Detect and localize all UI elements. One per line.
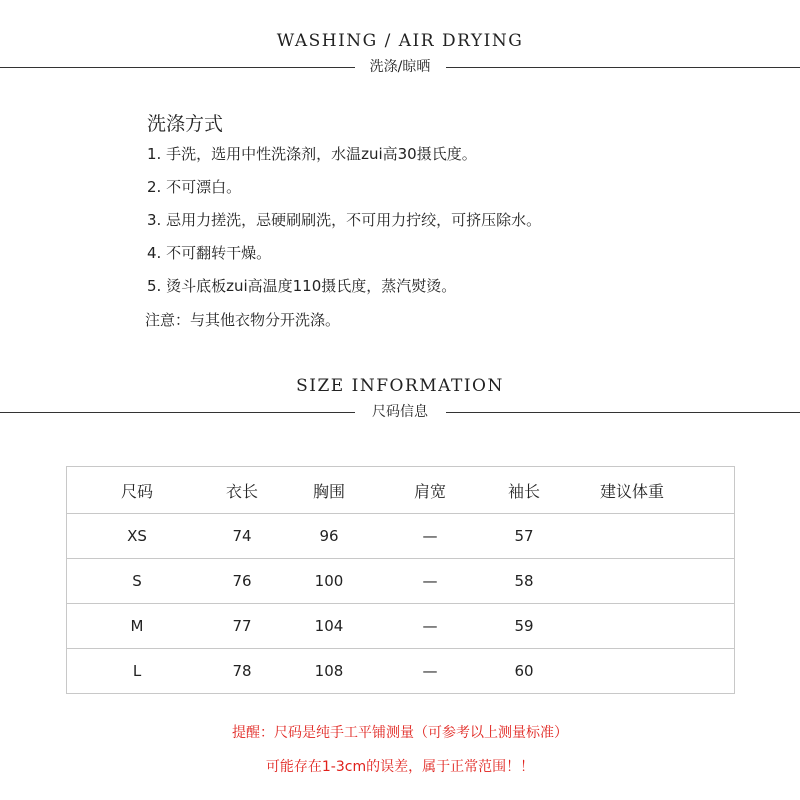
cell-weight — [577, 604, 687, 649]
measurement-reminder: 提醒：尺码是纯手工平铺测量（可参考以上测量标准） — [232, 725, 568, 741]
table-row — [67, 604, 734, 649]
column-header-length: 衣长 — [225, 482, 258, 501]
washing-item: 5. 烫斗底板zui高温度110摄氏度，蒸汽熨烫。 — [147, 277, 457, 295]
column-header-shoulder: 肩宽 — [413, 482, 446, 501]
column-header-weight: 建议体重 — [599, 482, 664, 501]
size-title-en: SIZE INFORMATION — [296, 376, 504, 396]
cell-chest: 104 — [314, 617, 344, 635]
cell-size: S — [132, 572, 142, 590]
size-header-rule — [0, 404, 800, 420]
column-header-chest: 胸围 — [312, 482, 345, 501]
size-section-header — [0, 376, 800, 420]
table-row — [67, 514, 734, 559]
cell-chest: 100 — [314, 572, 344, 590]
table-row — [67, 559, 734, 604]
table-row — [67, 649, 734, 694]
cell-sleeve: 59 — [514, 617, 534, 635]
cell-chest: 108 — [314, 662, 344, 680]
cell-sleeve: 60 — [514, 662, 534, 680]
cell-weight — [577, 559, 687, 604]
cell-weight — [577, 649, 687, 694]
cell-sleeve: 57 — [514, 527, 534, 545]
washing-title-cn: 洗涤/晾晒 — [369, 59, 431, 75]
cell-length: 74 — [232, 527, 252, 545]
column-header-size: 尺码 — [120, 482, 153, 501]
divider-right — [446, 67, 800, 68]
washing-item: 1. 手洗，选用中性洗涤剂，水温zui高30摄氏度。 — [147, 145, 477, 163]
washing-instructions — [145, 112, 542, 329]
column-header-sleeve: 袖长 — [507, 482, 540, 501]
size-title-cn: 尺码信息 — [372, 404, 428, 420]
cell-chest: 96 — [319, 527, 339, 545]
cell-length: 78 — [232, 662, 252, 680]
cell-shoulder: — — [422, 617, 438, 635]
cell-weight — [577, 514, 687, 559]
table-header-row — [67, 469, 734, 514]
cell-length: 77 — [232, 617, 252, 635]
washing-header-rule — [0, 59, 800, 75]
washing-note: 注意：与其他衣物分开洗涤。 — [145, 311, 341, 329]
washing-section-header — [0, 31, 800, 75]
size-table — [66, 466, 735, 694]
cell-size: M — [130, 617, 144, 635]
cell-length: 76 — [232, 572, 252, 590]
cell-shoulder: — — [422, 527, 438, 545]
cell-shoulder: — — [422, 662, 438, 680]
cell-size: XS — [127, 527, 147, 545]
cell-sleeve: 58 — [514, 572, 534, 590]
washing-item: 2. 不可漂白。 — [147, 178, 242, 196]
tolerance-note: 可能存在1-3cm的误差，属于正常范围！！ — [265, 759, 535, 775]
washing-item: 3. 忌用力搓洗，忌硬刷刷洗，不可用力拧绞，可挤压除水。 — [147, 211, 542, 229]
cell-shoulder: — — [422, 572, 438, 590]
washing-heading: 洗涤方式 — [147, 113, 224, 135]
washing-title-en: WASHING / AIR DRYING — [276, 31, 524, 51]
washing-item: 4. 不可翻转干燥。 — [147, 244, 272, 262]
cell-size: L — [132, 662, 142, 680]
divider-right — [446, 412, 800, 413]
